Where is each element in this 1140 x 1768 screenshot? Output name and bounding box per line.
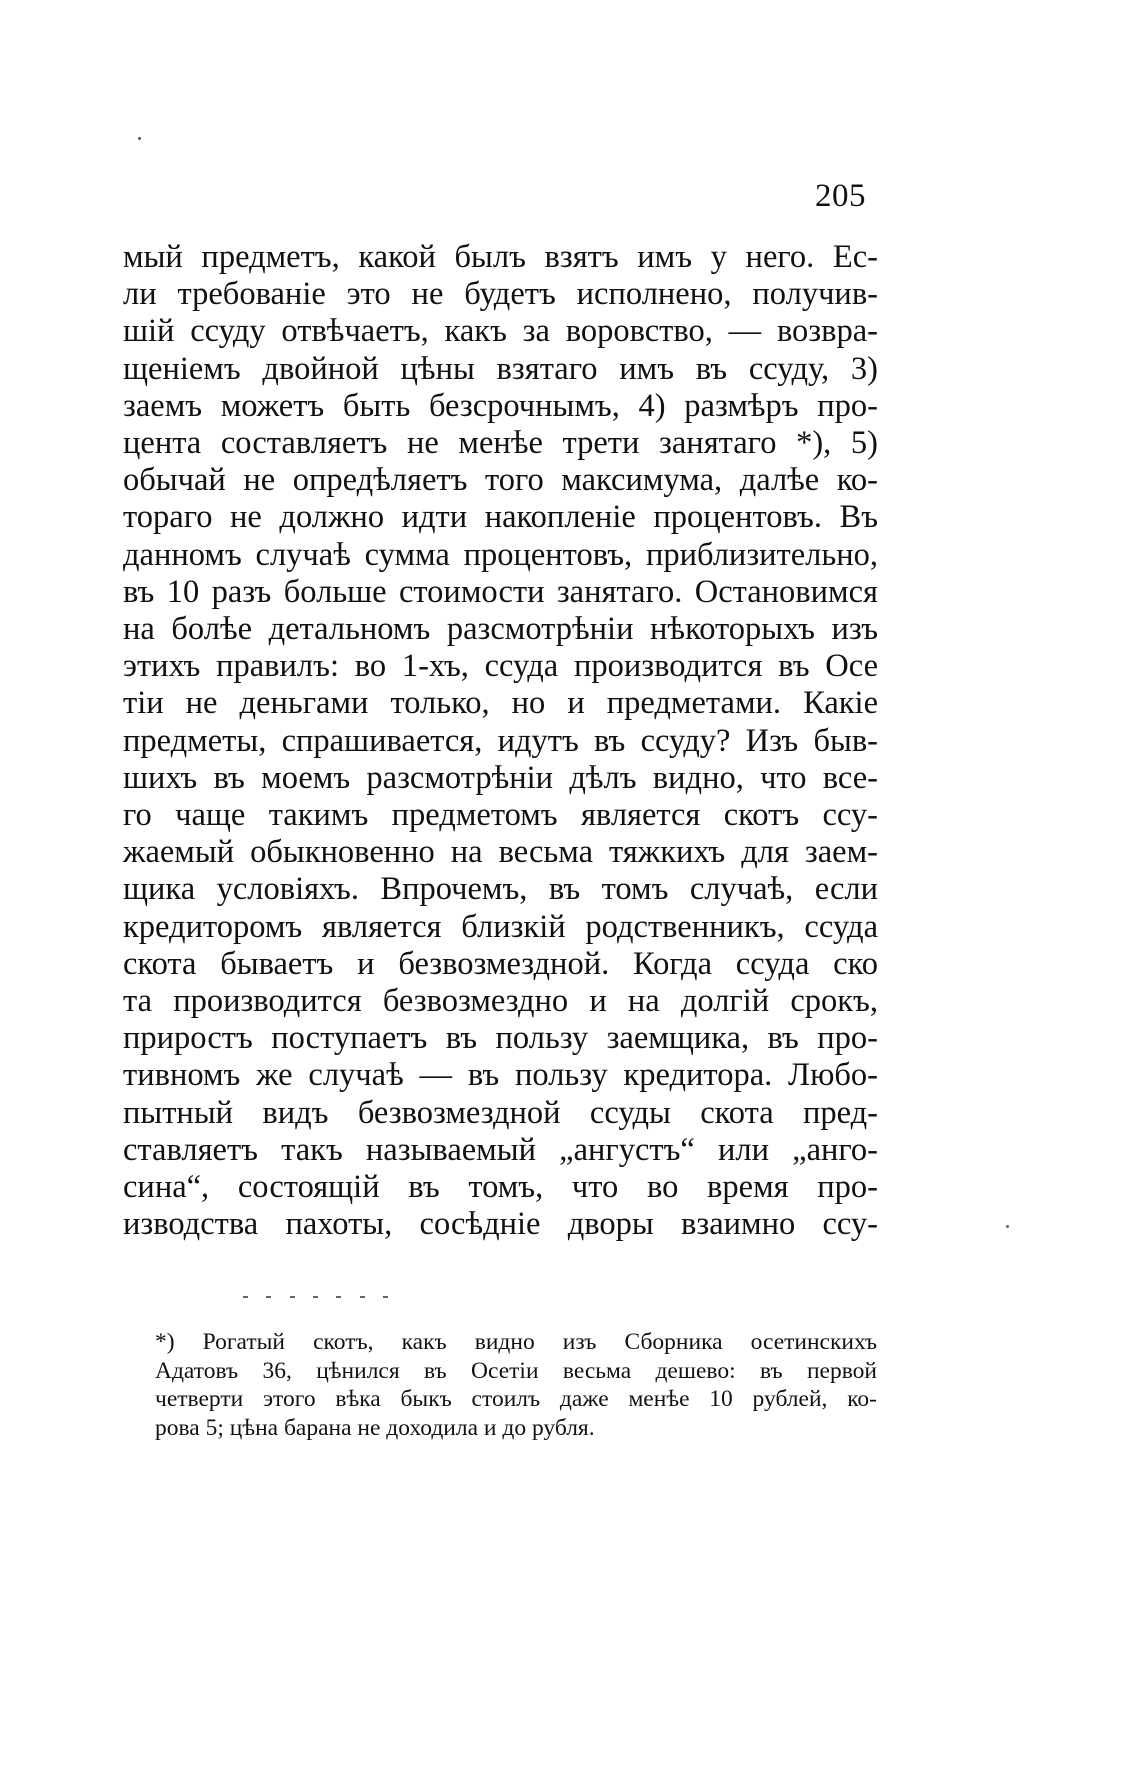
footnote-line: Адатовъ 36, цѣнился въ Осетіи весьма дешево: въ первой <box>155 1357 877 1384</box>
text-line: ставляетъ такъ называемый „ангустъ“ или „анго- <box>123 1131 878 1168</box>
text-line: ли требованіе это не будетъ исполнено, получив- <box>123 276 878 313</box>
text-line: мый предметъ, какой былъ взятъ имъ у него. Ес- <box>123 239 878 275</box>
text-line: тивномъ же случаѣ — въ пользу кредитора. Любо- <box>123 1057 878 1094</box>
text-line: та производится безвозмездно и на долгій срокъ, <box>123 983 878 1020</box>
text-line: цента составляетъ не менѣе трети занятаго *), 5) <box>123 425 878 462</box>
text-line: заемъ можетъ быть безсрочнымъ, 4) размѣръ про- <box>123 387 878 424</box>
text-line: шихъ въ моемъ разсмотрѣніи дѣлъ видно, что все- <box>123 759 878 796</box>
text-line: изводства пахоты, сосѣдніе дворы взаимно ссу- <box>123 1206 878 1243</box>
page-number: 205 <box>815 178 866 214</box>
text-line: обычай не опредѣляетъ того максимума, далѣе ко- <box>123 462 878 499</box>
stray-dot-mark <box>138 137 141 140</box>
text-line: пытный видъ безвозмездной ссуды скота пред- <box>123 1094 878 1131</box>
text-line: го чаще такимъ предметомъ является скотъ ссу- <box>123 797 878 834</box>
text-line: щеніемъ двойной цѣны взятаго имъ въ ссуду, 3) <box>123 350 878 387</box>
text-line: тіи не деньгами только, но и предметами. Какіе <box>123 685 878 722</box>
text-line: скота бываетъ и безвозмездной. Когда ссуда ско <box>123 945 878 982</box>
text-line: на болѣе детальномъ разсмотрѣніи нѣкоторыхъ изъ <box>123 611 878 648</box>
stray-dot-mark-right <box>1006 1225 1009 1228</box>
footnote-line: рова 5; цѣна барана не доходила и до рубля. <box>155 1414 595 1441</box>
text-line: сина“, состоящій въ томъ, что во время про- <box>123 1169 878 1206</box>
text-line: данномъ случаѣ сумма процентовъ, приблизительно, <box>123 536 878 573</box>
text-line: тораго не должно идти накопленіе процентовъ. Въ <box>123 499 878 536</box>
footnote-line: *) Рогатый скотъ, какъ видно изъ Сборника осетинскихъ <box>155 1329 877 1355</box>
text-line: предметы, спрашивается, идутъ въ ссуду? Изъ быв- <box>123 722 878 759</box>
footnote-separator <box>243 1295 388 1299</box>
text-line: въ 10 разъ больше стоимости занятаго. Остановимся <box>123 573 878 610</box>
footnote-block <box>155 1328 877 1442</box>
footnote-line: четверти этого вѣка быкъ стоилъ даже менѣе 10 рублей, ко- <box>155 1386 877 1412</box>
text-line: шій ссуду отвѣчаетъ, какъ за воровство, — возвра- <box>123 313 878 350</box>
text-line: этихъ правилъ: во 1-хъ, ссуда производится въ Осе <box>123 648 878 685</box>
text-line: щика условіяхъ. Впрочемъ, въ томъ случаѣ, если <box>123 871 878 908</box>
main-text-block <box>123 239 878 1243</box>
text-line: кредиторомъ является близкій родственникъ, ссуда <box>123 908 878 945</box>
text-line: жаемый обыкновенно на весьма тяжкихъ для заем- <box>123 834 878 871</box>
text-line: приростъ поступаетъ въ пользу заемщика, въ про- <box>123 1020 878 1057</box>
